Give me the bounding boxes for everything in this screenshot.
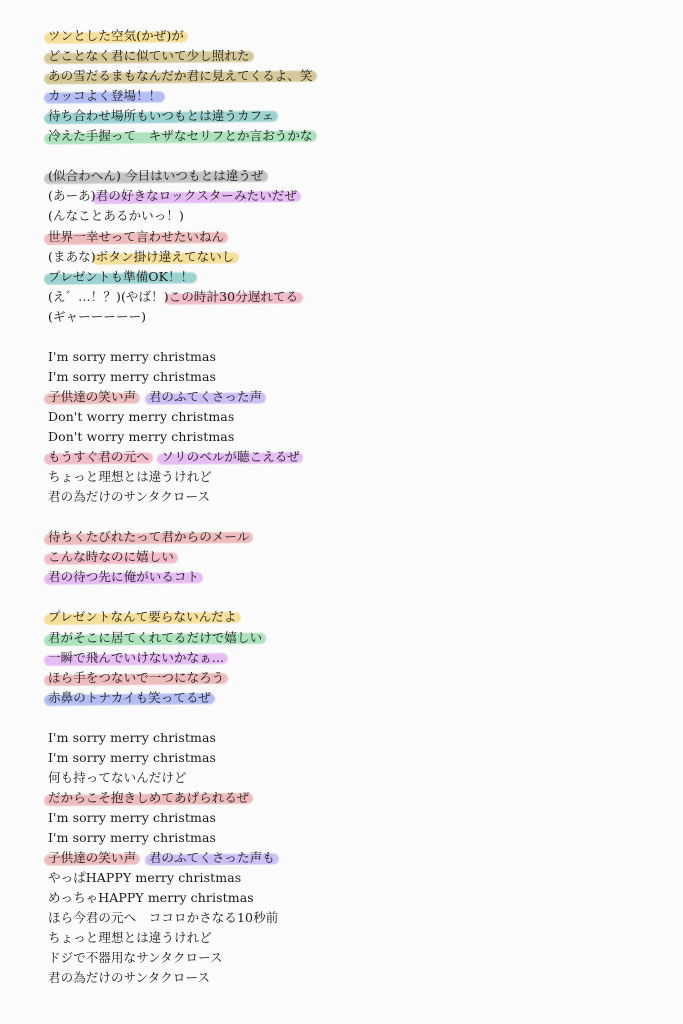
lyric-text <box>136 387 149 407</box>
lyric-line <box>48 46 250 66</box>
highlighted-phrase: プレゼントなんて要らないんだよ <box>48 607 237 627</box>
lyric-line <box>48 948 223 968</box>
lyric-line <box>48 126 313 146</box>
lyric-text <box>149 447 162 467</box>
highlighted-phrase: 子供達の笑い声 <box>48 387 136 407</box>
lyric-line <box>48 86 161 106</box>
highlighted-phrase: あの雪だるまもなんだか君に見えてくるよ、笑 <box>48 66 313 86</box>
lyric-text: 何も持ってないんだけど <box>48 769 187 785</box>
lyric-line <box>48 26 184 46</box>
lyric-line <box>48 908 278 928</box>
lyric-line <box>48 166 264 186</box>
lyric-line <box>48 186 297 206</box>
highlighted-phrase: カッコよく登場！！ <box>48 86 161 106</box>
lyric-line <box>48 848 275 868</box>
lyric-line <box>48 287 298 307</box>
lyric-line <box>48 628 262 648</box>
highlighted-phrase: 君の好きなロックスターみたいだぜ <box>96 186 297 206</box>
highlighted-phrase: プレゼントも準備OK！！ <box>48 267 193 287</box>
lyric-line <box>48 387 262 407</box>
lyric-line <box>48 487 210 507</box>
lyric-line <box>48 267 193 287</box>
lyric-text: I'm sorry merry christmas <box>48 368 217 384</box>
highlighted-phrase: この時計30分遅れてる <box>169 287 299 307</box>
lyric-line <box>48 227 224 247</box>
lyric-text: Don't worry merry christmas <box>48 429 235 444</box>
lyric-line <box>48 427 234 447</box>
lyric-line <box>48 467 212 487</box>
lyric-text: (あーあ) <box>48 188 96 204</box>
highlighted-phrase: 待ち合わせ場所もいつもとは違うカフェ <box>48 106 274 126</box>
highlighted-phrase: もうすぐ君の元へ <box>48 447 149 467</box>
highlighted-phrase: 君がそこに居てくれてるだけで嬉しい <box>48 628 262 648</box>
lyric-line <box>48 968 210 988</box>
lyric-text: 君の為だけのサンタクロース <box>48 489 211 505</box>
highlighted-phrase: (似合わへん) 今日はいつもとは違うぜ <box>48 166 264 186</box>
highlighted-phrase: だからこそ抱きしめてあげられるぜ <box>48 788 249 808</box>
lyric-line <box>48 788 249 808</box>
lyric-line <box>48 607 237 627</box>
lyric-text: 君の為だけのサンタクロース <box>48 970 211 986</box>
lyric-text: I'm sorry merry christmas <box>48 830 217 845</box>
highlighted-phrase: 待ちくたびれたって君からのメール <box>48 527 249 547</box>
lyric-text: I'm sorry merry christmas <box>48 749 217 765</box>
lyric-line <box>48 66 313 86</box>
highlighted-phrase: 世界一幸せって言わせたいねん <box>48 227 224 247</box>
lyric-line <box>48 547 174 567</box>
highlighted-phrase: ソリのベルが聴こえるぜ <box>161 447 299 467</box>
lyric-text: I'm sorry merry christmas <box>48 729 217 745</box>
lyric-line <box>48 828 216 848</box>
lyric-line <box>48 367 216 387</box>
highlighted-phrase: 君の待つ先に俺がいるコト <box>48 567 199 587</box>
lyric-line <box>48 748 216 768</box>
highlighted-phrase: 一瞬で飛んでいけないかなぁ… <box>48 648 224 668</box>
lyric-text: Don't worry merry christmas <box>48 408 235 424</box>
lyric-text: (え゛…！？)(やば！) <box>48 288 169 304</box>
lyric-line <box>48 447 300 467</box>
lyric-text: I'm sorry merry christmas <box>48 809 217 825</box>
lyric-line <box>48 768 187 788</box>
highlighted-phrase: ツンとした空気(かぜ)が <box>48 26 184 46</box>
highlighted-phrase: 君のふてくさった声 <box>149 387 262 407</box>
lyric-text <box>136 848 149 868</box>
highlighted-phrase: ほら手をつないで一つになろう <box>48 668 224 688</box>
lyric-text: I'm sorry merry christmas <box>48 348 217 364</box>
lyric-text: ほら今君の元へ ココロかさなる10秒前 <box>48 910 279 926</box>
lyric-line <box>48 668 224 688</box>
lyric-text: やっぱHAPPY merry christmas <box>48 870 242 886</box>
lyric-line <box>48 868 241 888</box>
highlighted-phrase: 冷えた手握って キザなセリフとか言おうかな <box>48 126 313 146</box>
lyric-line <box>48 808 216 828</box>
lyric-line <box>48 728 216 748</box>
highlighted-phrase: こんな時なのに嬉しい <box>48 547 174 567</box>
lyric-line <box>48 888 254 908</box>
lyric-line <box>48 347 216 367</box>
lyric-text: ドジで不器用なサンタクロース <box>48 950 223 966</box>
lyric-line <box>48 206 184 226</box>
lyric-line <box>48 247 234 267</box>
highlighted-phrase: 赤鼻のトナカイも笑ってるぜ <box>48 688 211 708</box>
lyric-line <box>48 106 274 126</box>
lyric-line <box>48 567 199 587</box>
lyric-text: (ギャーーーーー) <box>48 308 147 324</box>
lyric-text: ちょっと理想とは違うけれど <box>48 469 212 485</box>
lyric-text: (んなことあるかいっ！) <box>48 208 184 224</box>
highlighted-phrase: 子供達の笑い声 <box>48 848 136 868</box>
lyric-text: (まあな) <box>48 248 96 264</box>
highlighted-phrase: ボタン掛け違えてないし <box>96 247 235 267</box>
lyric-line <box>48 688 211 708</box>
lyric-text: めっちゃHAPPY merry christmas <box>48 890 254 906</box>
lyric-line <box>48 307 146 327</box>
lyric-line <box>48 527 249 547</box>
highlighted-phrase: どことなく君に似ていて少し照れた <box>48 46 250 66</box>
highlighted-phrase: 君のふてくさった声も <box>149 848 275 868</box>
lyric-text: ちょっと理想とは違うけれど <box>48 930 212 946</box>
lyric-line <box>48 407 234 427</box>
lyric-line <box>48 648 224 668</box>
lyric-line <box>48 928 212 948</box>
